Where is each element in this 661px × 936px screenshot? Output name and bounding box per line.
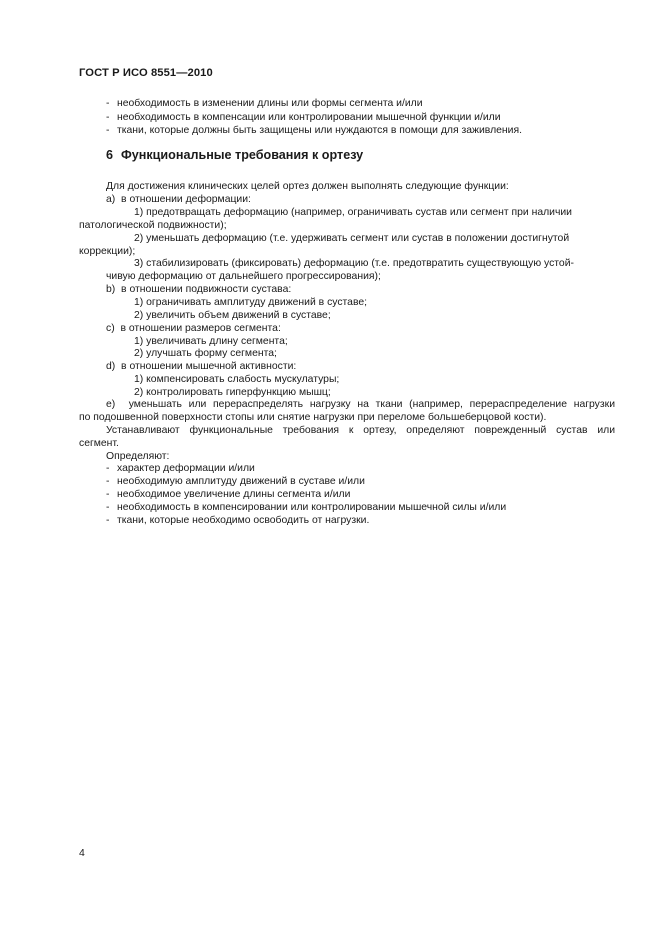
- item-text: в отношении деформации:: [121, 194, 251, 205]
- subitem-a1-line2: патологической подвижности);: [79, 220, 227, 231]
- item-label: c): [106, 323, 115, 334]
- subitem-a2-line1: 2) уменьшать деформацию (т.е. удерживать сегмент или сустав в положении достигнутой: [134, 233, 570, 244]
- list-item-text: ткани, которые должны быть защищены или нуждаются в помощи для заживления.: [117, 125, 522, 136]
- list-item-text: необходимое увеличение длины сегмента и/или: [117, 489, 351, 500]
- section-number: 6: [106, 148, 114, 162]
- subitem-b1: 1) ограничивать амплитуду движений в суставе;: [134, 297, 368, 308]
- list-dash: -: [106, 125, 110, 136]
- list-item-text: ткани, которые необходимо освободить от нагрузки.: [117, 515, 370, 526]
- lead-paragraph: Для достижения клинических целей ортез должен выполнять следующие функции:: [106, 181, 509, 192]
- subitem-d1: 1) компенсировать слабость мускулатуры;: [134, 374, 340, 385]
- determine-label: Определяют:: [106, 451, 170, 462]
- subitem-a1-line1: 1) предотвращать деформацию (например, ограничивать сустав или сегмент при наличии: [134, 207, 572, 218]
- list-dash: -: [106, 98, 110, 109]
- item-label: b): [106, 284, 116, 295]
- document-header: ГОСТ Р ИСО 8551—2010: [79, 67, 213, 79]
- list-item: [106, 124, 522, 137]
- establish-line1: Устанавливают функциональные требования к ортезу, определяют поврежденный сустав или: [106, 425, 615, 436]
- item-text: в отношении подвижности сустава:: [121, 284, 292, 295]
- list-item: [106, 475, 365, 488]
- section-heading: [106, 148, 363, 162]
- item-e-line1: [106, 398, 615, 411]
- list-dash: -: [106, 515, 110, 526]
- list-item: [106, 97, 423, 110]
- item-e-line2: по подошвенной поверхности стопы или снятие нагрузки при переломе большеберцовой кости).: [79, 412, 547, 423]
- list-dash: -: [106, 476, 110, 487]
- item-label: d): [106, 361, 116, 372]
- subitem-b2: 2) увеличить объем движений в суставе;: [134, 310, 331, 321]
- list-dash: -: [106, 489, 110, 500]
- subitem-a3-line2: чивую деформацию от дальнейшего прогрессирования);: [106, 271, 381, 282]
- subitem-c1: 1) увеличивать длину сегмента;: [134, 336, 288, 347]
- list-dash: -: [106, 463, 110, 474]
- item-text: в отношении мышечной активности:: [121, 361, 297, 372]
- list-item-text: характер деформации и/или: [117, 463, 255, 474]
- list-item: [106, 111, 501, 124]
- list-item: [106, 462, 255, 475]
- establish-line2: сегмент.: [79, 438, 119, 449]
- list-item-text: необходимость в компенсировании или контролировании мышечной силы и/или: [117, 502, 507, 513]
- list-item-text: необходимую амплитуду движений в суставе и/или: [117, 476, 365, 487]
- section-title: Функциональные требования к ортезу: [121, 148, 364, 162]
- list-dash: -: [106, 502, 110, 513]
- list-item: [106, 514, 369, 527]
- list-item: [106, 488, 350, 501]
- item-label: e): [106, 399, 116, 410]
- item-text: уменьшать или перераспределять нагрузку на ткани (например, перераспределение нагрузки: [128, 399, 615, 410]
- item-c: [106, 322, 281, 335]
- subitem-c2: 2) улучшать форму сегмента;: [134, 348, 277, 359]
- item-a: [106, 193, 251, 206]
- item-text: в отношении размеров сегмента:: [120, 323, 281, 334]
- item-label: a): [106, 194, 116, 205]
- page-number: 4: [79, 848, 85, 859]
- subitem-d2: 2) контролировать гиперфункцию мышц;: [134, 387, 331, 398]
- item-d: [106, 360, 296, 373]
- subitem-a3-line1: 3) стабилизировать (фиксировать) деформацию (т.е. предотвратить существующую устой-: [134, 258, 574, 269]
- list-item: [106, 501, 506, 514]
- list-dash: -: [106, 112, 110, 123]
- item-b: [106, 283, 291, 296]
- list-item-text: необходимость в изменении длины или формы сегмента и/или: [117, 98, 423, 109]
- list-item-text: необходимость в компенсации или контролировании мышечной функции и/или: [117, 112, 501, 123]
- subitem-a2-line2: коррекции);: [79, 246, 136, 257]
